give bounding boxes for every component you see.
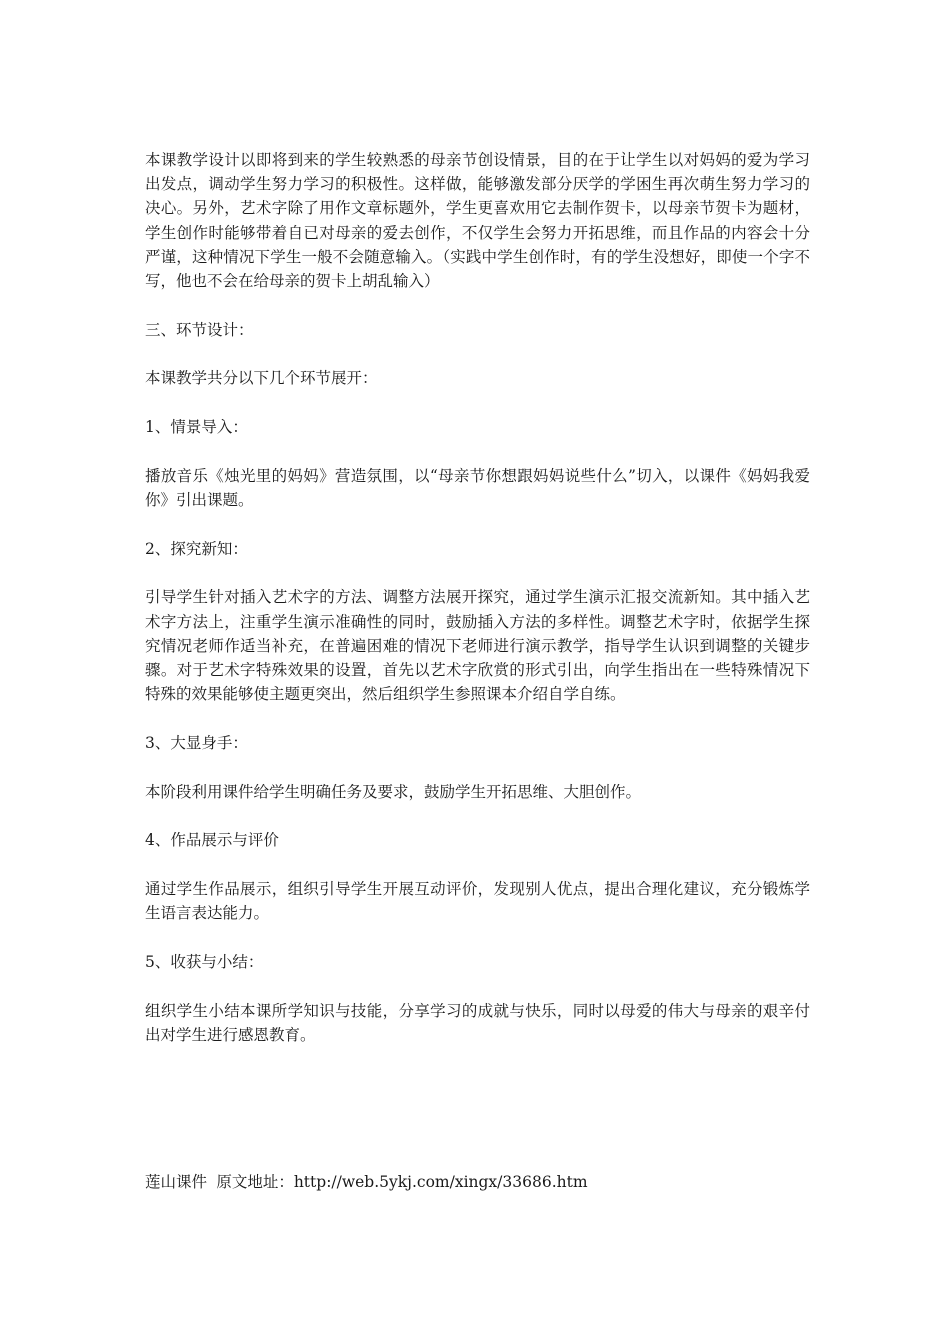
step-heading-3: 3、大显身手： <box>145 733 248 752</box>
footer-source-url[interactable]: http://web.5ykj.com/xingx/33686.htm <box>293 1173 588 1191</box>
step-heading-5: 5、收获与小结： <box>145 952 264 971</box>
step-heading-1: 1、情景导入： <box>145 418 248 437</box>
document-body <box>145 148 810 1072</box>
step-body-1: 播放音乐《烛光里的妈妈》营造氛围，以“母亲节你想跟妈妈说些什么”切入，以课件《妈妈我爱你》引出课题。 <box>145 466 810 510</box>
footer-source-name: 莲山课件 <box>145 1173 208 1191</box>
step-heading-2: 2、探究新知： <box>145 539 248 558</box>
step-heading-4: 4、作品展示与评价 <box>145 831 279 850</box>
step-body-3: 本阶段利用课件给学生明确任务及要求，鼓励学生开拓思维、大胆创作。 <box>145 782 642 801</box>
step-body-2: 引导学生针对插入艺术字的方法、调整方法展开探究，通过学生演示汇报交流新知。其中插入艺术字方法上，注重学生演示准确性的同时，鼓励插入方法的多样性。调整艺术字时，依据学生探究情况老师作适当补充，在普遍困难的情况下老师进行演示教学，指导学生认识到调整的关键步骤。对于艺术字特殊效果的设置，首先以艺术字欣赏的形式引出，向学生指出在一些特殊情况下特殊的效果能够使主题更突出，然后组织学生参照课本介绍自学自练。 <box>145 588 810 704</box>
footer-source-label: 原文地址： <box>216 1173 294 1191</box>
intro-paragraph: 本课教学设计以即将到来的学生较熟悉的母亲节创设情景，目的在于让学生以对妈妈的爱为学习出发点，调动学生努力学习的积极性。这样做，能够激发部分厌学的学困生再次萌生努力学习的决心。另外，艺术字除了用作文章标题外，学生更喜欢用它去制作贺卡，以母亲节贺卡为题材，学生创作时能够带着自已对母亲的爱去创作，不仅学生会努力开拓思维，而且作品的内容会十分严谨，这种情况下学生一般不会随意输入。（实践中学生创作时，有的学生没想好，即使一个字不写，他也不会在给母亲的贺卡上胡乱输入） <box>145 151 810 291</box>
step-body-4: 通过学生作品展示，组织引导学生开展互动评价，发现别人优点，提出合理化建议，充分锻炼学生语言表达能力。 <box>145 880 810 923</box>
section-intro: 本课教学共分以下几个环节展开： <box>145 369 378 388</box>
source-footer <box>145 1170 588 1194</box>
step-body-5: 组织学生小结本课所学知识与技能，分享学习的成就与快乐，同时以母爱的伟大与母亲的艰辛付出对学生进行感恩教育。 <box>145 1001 810 1044</box>
section-heading-design: 三、环节设计： <box>145 320 254 339</box>
